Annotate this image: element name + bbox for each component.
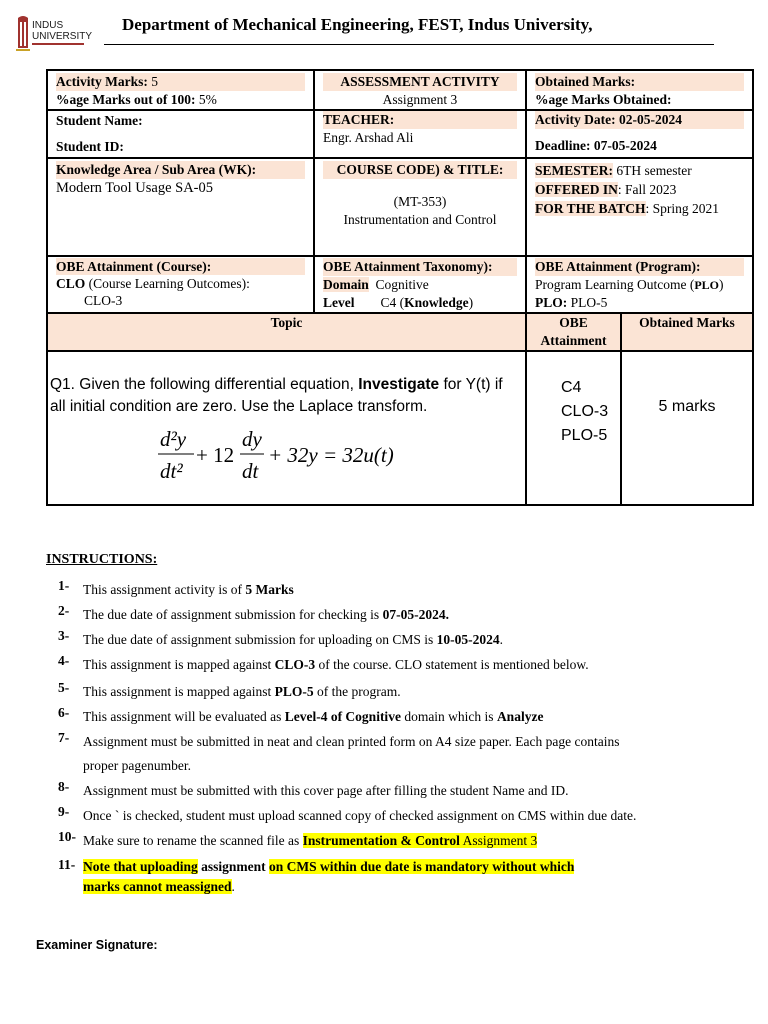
table-row	[47, 70, 753, 110]
activity-marks-cell	[47, 70, 314, 110]
activity-date: Activity Date: 02-05-2024	[535, 111, 744, 129]
page-title: Department of Mechanical Engineering, FEST, Indus University,	[122, 15, 593, 34]
domain-label: Domain	[323, 277, 369, 292]
table-row	[47, 256, 753, 313]
instruction-number: 3-	[58, 628, 70, 643]
batch-value: : Spring 2021	[645, 201, 720, 216]
instruction-text	[83, 705, 658, 729]
plo-desc-end: )	[719, 277, 724, 292]
question-pre: Q1. Given the following differential equation,	[50, 376, 359, 393]
instruction-segment: The due date of assignment submission for uploading on CMS is	[83, 632, 437, 647]
teacher-label: TEACHER:	[323, 111, 517, 129]
assessment-cell	[314, 70, 526, 110]
student-cell	[47, 110, 314, 158]
marks-value-cell	[621, 351, 753, 505]
obe-attainment-header: OBE Attainment	[526, 313, 621, 351]
instructions-heading: INSTRUCTIONS:	[46, 552, 158, 567]
semester-value: 6TH semester	[616, 163, 692, 178]
level-value-bold: Knowledge	[404, 295, 469, 310]
table-row	[47, 110, 753, 158]
offered-value: : Fall 2023	[617, 182, 677, 197]
clo-label: CLO	[56, 276, 86, 291]
instruction-number: 10-	[58, 829, 76, 844]
instruction-text	[83, 730, 658, 778]
instruction-text	[83, 628, 658, 652]
obe-values-cell	[526, 351, 621, 505]
formula-rest: + 32y = 32u(t)	[268, 443, 394, 467]
instruction-segment: domain which is	[400, 709, 497, 724]
obe-prog-label: OBE Attainment (Program):	[535, 258, 744, 276]
list-item	[58, 829, 658, 853]
student-id-label: Student ID:	[56, 139, 124, 154]
obe-value-item: CLO-3	[561, 403, 609, 420]
course-label: COURSE CODE) & TITLE:	[323, 161, 517, 179]
pct-marks-label: %age Marks out of 100:	[56, 92, 196, 107]
question-row	[47, 351, 753, 505]
instruction-number: 8-	[58, 779, 70, 794]
plo-label: PLO:	[535, 295, 568, 310]
instruction-segment: of the course. CLO statement is mentioned below.	[315, 657, 589, 672]
instruction-text	[83, 578, 658, 602]
instruction-segment: of the program.	[313, 684, 401, 699]
plo-abbr: PLO	[694, 278, 719, 292]
marks-value: 5 marks	[658, 398, 716, 415]
instruction-number: 7-	[58, 730, 70, 745]
list-item	[58, 857, 603, 897]
wk-cell	[47, 158, 314, 256]
list-item	[58, 653, 658, 677]
instruction-segment: assignment	[197, 859, 270, 874]
batch-label: FOR THE BATCH	[535, 201, 646, 216]
teacher-value: Engr. Arshad Ali	[323, 130, 414, 145]
obe-value-item: PLO-5	[561, 427, 608, 444]
assessment-value: Assignment 3	[382, 92, 458, 107]
instruction-text	[83, 603, 658, 627]
list-item	[58, 628, 658, 652]
obe-value-item: C4	[561, 379, 582, 396]
domain-value: Cognitive	[375, 277, 429, 292]
instruction-segment: Instrumentation & Control	[302, 833, 460, 848]
instruction-segment: The due date of assignment submission for checking is	[83, 607, 383, 622]
course-code: (MT-353)	[393, 194, 447, 209]
instruction-number: 5-	[58, 680, 70, 695]
activity-marks-value: 5	[151, 74, 158, 89]
student-name-label: Student Name:	[56, 113, 143, 128]
instruction-segment: This assignment will be evaluated as	[83, 709, 285, 724]
instruction-segment: Once ` is checked, student must upload scanned copy of checked assignment on CMS within due date.	[83, 808, 637, 823]
instruction-segment: Make sure to rename the scanned file as	[83, 833, 303, 848]
obtained-marks-header: Obtained Marks	[621, 313, 753, 351]
instruction-segment: .	[499, 632, 503, 647]
level-value-post: )	[468, 295, 474, 310]
pct-obtained-label: %age Marks Obtained:	[535, 92, 672, 107]
formula-d2y: d²y	[160, 427, 187, 451]
instruction-segment: This assignment is mapped against	[83, 684, 275, 699]
instruction-segment: Assignment 3	[459, 833, 538, 848]
question-post: for Y(t) if all initial condition are zero. Use the Laplace transform.	[50, 376, 503, 415]
instruction-segment: 07-05-2024.	[382, 607, 449, 622]
teacher-cell	[314, 110, 526, 158]
level-value-pre: C4 (	[380, 295, 405, 310]
differential-equation	[158, 426, 521, 491]
instruction-segment: .	[231, 879, 235, 894]
examiner-signature-label: Examiner Signature:	[36, 938, 158, 952]
instruction-text	[83, 653, 658, 677]
clo-value: CLO-3	[84, 293, 123, 308]
formula-dy: dy	[242, 427, 262, 451]
instruction-number: 6-	[58, 705, 70, 720]
dates-cell	[526, 110, 753, 158]
instruction-text	[83, 857, 603, 897]
obe-course-label: OBE Attainment (Course):	[56, 258, 305, 275]
instruction-segment: This assignment activity is of	[83, 582, 246, 597]
instruction-segment: 5 Marks	[245, 582, 294, 597]
instruction-segment: Assignment must be submitted with this cover page after filling the student Name and ID.	[83, 783, 569, 798]
list-item	[58, 578, 658, 602]
header-divider	[104, 44, 714, 45]
topic-header: Topic	[47, 313, 526, 351]
level-label: Level	[323, 295, 355, 310]
list-item	[58, 730, 658, 778]
semester-cell	[526, 158, 753, 256]
question-text	[50, 352, 521, 418]
instruction-number: 4-	[58, 653, 70, 668]
clo-desc: (Course Learning Outcomes):	[88, 276, 250, 291]
pct-marks-value: 5%	[198, 92, 217, 107]
assessment-label: ASSESSMENT ACTIVITY	[323, 73, 517, 91]
formula-dt2: dt²	[160, 459, 183, 483]
plo-value: PLO-5	[570, 295, 608, 310]
obe-tax-label: OBE Attainment Taxonomy):	[323, 258, 517, 276]
logo-text-1: INDUS	[32, 20, 64, 31]
table-row	[47, 158, 753, 256]
question-cell	[47, 351, 526, 505]
instruction-text	[83, 804, 658, 828]
plo-desc: Program Learning Outcome (	[535, 277, 695, 292]
university-logo	[14, 12, 102, 52]
list-item	[58, 804, 658, 828]
instruction-number: 1-	[58, 578, 70, 593]
instruction-text	[83, 829, 658, 853]
obe-course-cell	[47, 256, 314, 313]
instruction-segment: on CMS within due date is mandatory without which marks cannot meassigned	[83, 859, 575, 894]
question-bold: Investigate	[358, 376, 440, 393]
course-title: Instrumentation and Control	[343, 212, 497, 227]
instruction-segment: PLO-5	[274, 684, 314, 699]
instruction-segment: Note that uploading	[83, 859, 198, 874]
instruction-number: 2-	[58, 603, 70, 618]
table-header-row	[47, 313, 753, 351]
offered-label: OFFERED IN	[535, 182, 618, 197]
list-item	[58, 680, 658, 704]
instruction-segment: 10-05-2024	[436, 632, 500, 647]
assessment-info-table	[46, 69, 754, 506]
obe-prog-cell	[526, 256, 753, 313]
wk-label: Knowledge Area / Sub Area (WK):	[56, 161, 305, 179]
instruction-number: 9-	[58, 804, 70, 819]
deadline: Deadline: 07-05-2024	[535, 138, 657, 153]
obtained-cell	[526, 70, 753, 110]
semester-label: SEMESTER:	[535, 163, 614, 178]
instruction-segment: This assignment is mapped against	[83, 657, 275, 672]
obe-values	[535, 352, 612, 448]
list-item	[58, 705, 658, 729]
formula-plus12: + 12	[196, 443, 235, 467]
obe-tax-cell	[314, 256, 526, 313]
instruction-number: 11-	[58, 857, 76, 872]
obtained-label: Obtained Marks:	[535, 73, 744, 91]
list-item	[58, 779, 658, 803]
wk-value: Modern Tool Usage SA-05	[56, 180, 213, 196]
instruction-segment: CLO-3	[274, 657, 316, 672]
activity-marks-label: Activity Marks:	[56, 74, 148, 89]
instruction-segment: Level-4 of Cognitive	[284, 709, 401, 724]
instruction-segment: Assignment must be submitted in neat and clean printed form on A4 size paper. Each page contains proper pagenumber.	[83, 734, 620, 773]
formula-dt: dt	[242, 459, 259, 483]
course-cell	[314, 158, 526, 256]
instruction-segment: Analyze	[496, 709, 544, 724]
logo-text-2: UNIVERSITY	[32, 31, 93, 42]
list-item	[58, 603, 658, 627]
instruction-text	[83, 779, 658, 803]
instruction-text	[83, 680, 658, 704]
